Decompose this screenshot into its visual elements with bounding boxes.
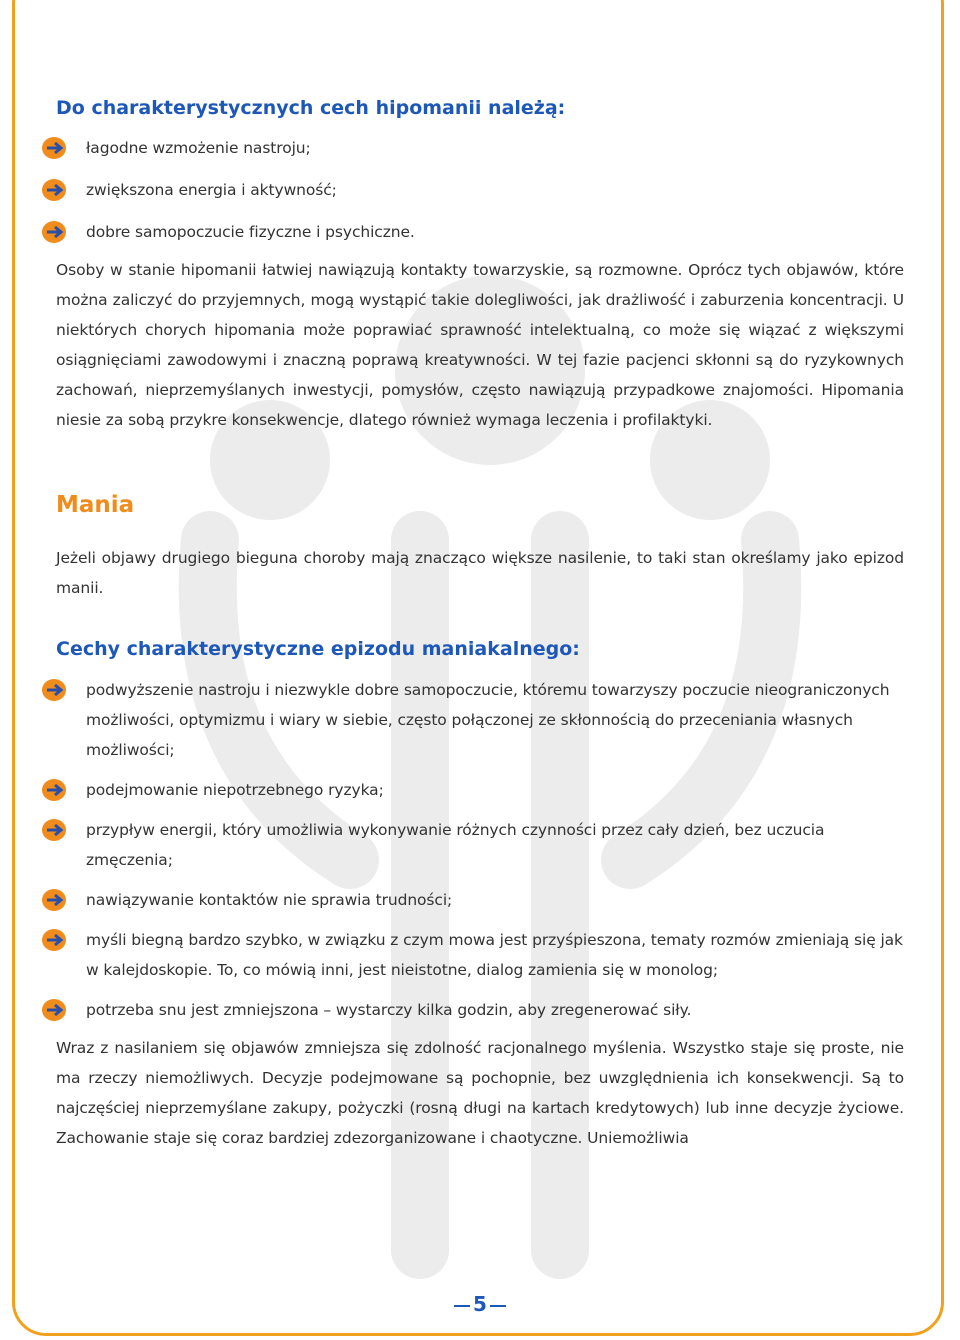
mania-features-list xyxy=(56,675,904,1025)
list-item xyxy=(56,995,904,1025)
list-item xyxy=(56,217,904,247)
list-item xyxy=(56,775,904,805)
page-number xyxy=(0,1292,960,1316)
list-item-text: zwiększona energia i aktywność; xyxy=(86,180,337,199)
arrow-bullet-icon xyxy=(42,678,68,702)
list-item xyxy=(56,133,904,163)
hipomania-paragraph: Osoby w stanie hipomanii łatwiej nawiązują kontakty towarzyskie, są rozmowne. Oprócz tych objawów, które można zaliczyć do przyjemnych, mogą wystąpić takie dolegliwości, jak drażliwość i zaburzenia koncentracji. U niektórych chorych hipomania może poprawiać sprawność intelektualną, co może się wiązać z większymi osiągnięciami zawodowymi i znaczną poprawą kreatywności. W tej fazie pacjenci skłonni są do ryzykownych zachowań, nieprzemyślanych inwestycji, pomysłów, często nawiązują przypadkowe znajomości. Hipomania niesie za sobą przykre konsekwencje, dlatego również wymaga leczenia i profilaktyki. xyxy=(56,260,904,429)
arrow-bullet-icon xyxy=(42,888,68,912)
arrow-bullet-icon xyxy=(42,928,68,952)
hipomania-list xyxy=(56,133,904,247)
list-item-text: podwyższenie nastroju i niezwykle dobre samopoczucie, któremu towarzyszy poczucie nieograniczonych możliwości, optymizmu i wiary w siebie, często połączonej ze skłonnością do przeceniania własnych możliwości; xyxy=(86,681,890,760)
arrow-bullet-icon xyxy=(42,220,68,244)
list-item-text: łagodne wzmożenie nastroju; xyxy=(86,138,311,157)
section-heading-mania-features: Cechy charakterystyczne epizodu maniakalnego: xyxy=(56,637,580,660)
arrow-bullet-icon xyxy=(42,998,68,1022)
list-item-text: myśli biegną bardzo szybko, w związku z czym mowa jest przyśpieszona, tematy rozmów zmieniają się jak w kalejdoskopie. To, co mówią inni, jest nieistotne, dialog zamienia się w monolog; xyxy=(86,931,903,980)
list-item-text: dobre samopoczucie fizyczne i psychiczne. xyxy=(86,222,415,241)
list-item-text: nawiązywanie kontaktów nie sprawia trudności; xyxy=(86,891,453,910)
list-item-text: potrzeba snu jest zmniejszona – wystarczy kilka godzin, aby zregenerować siły. xyxy=(86,1001,692,1020)
arrow-bullet-icon xyxy=(42,818,68,842)
mania-paragraph: Jeżeli objawy drugiego bieguna choroby mają znacząco większe nasilenie, to taki stan określamy jako epizod manii. xyxy=(56,548,904,597)
arrow-bullet-icon xyxy=(42,136,68,160)
page-number-dash-left xyxy=(454,1305,470,1307)
page-number-dash-right xyxy=(490,1305,506,1307)
list-item-text: podejmowanie niepotrzebnego ryzyka; xyxy=(86,781,384,800)
arrow-bullet-icon xyxy=(42,178,68,202)
arrow-bullet-icon xyxy=(42,778,68,802)
list-item-text: przypływ energii, który umożliwia wykonywanie różnych czynności przez cały dzień, bez uczucia zmęczenia; xyxy=(86,821,825,870)
page-content xyxy=(56,96,904,1153)
list-item xyxy=(56,925,904,985)
mania-consequences-paragraph: Wraz z nasilaniem się objawów zmniejsza się zdolność racjonalnego myślenia. Wszystko staje się proste, nie ma rzeczy niemożliwych. Decyzje podejmowane są pochopnie, bez uwzględnienia ich konsekwencji. Są to najczęściej nieprzemyślane zakupy, pożyczki (rosną długi na kartach kredytowych) lub inne decyzje życiowe. Zachowanie staje się coraz bardziej zdezorganizowane i chaotyczne. Uniemożliwia xyxy=(56,1039,904,1148)
list-item xyxy=(56,675,904,765)
section-title-mania: Mania xyxy=(56,491,135,518)
list-item xyxy=(56,815,904,875)
page-number-value: 5 xyxy=(473,1292,487,1316)
list-item xyxy=(56,885,904,915)
list-item xyxy=(56,175,904,205)
section-heading-hipomania: Do charakterystycznych cech hipomanii należą: xyxy=(56,97,566,119)
